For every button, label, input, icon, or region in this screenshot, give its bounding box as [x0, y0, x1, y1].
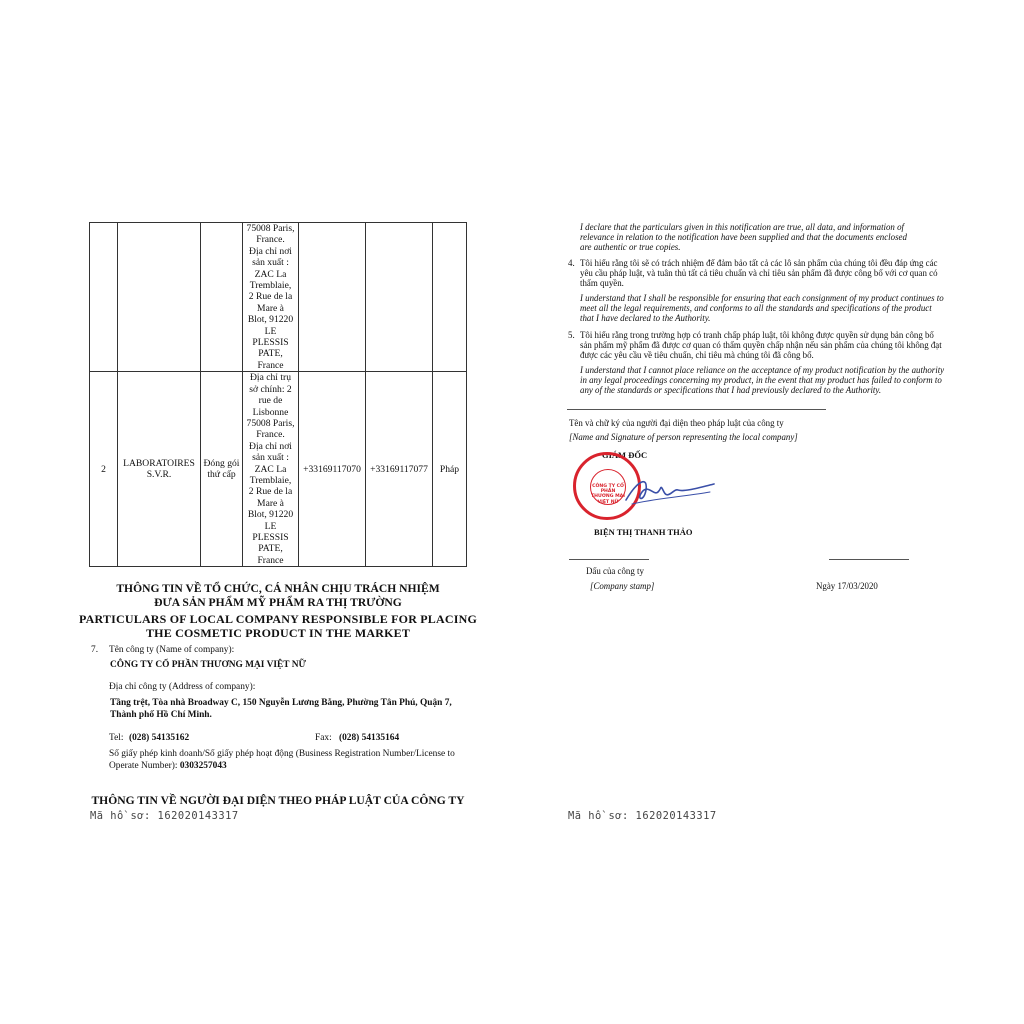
section-heading-en-1: PARTICULARS OF LOCAL COMPANY RESPONSIBLE FOR PLACING — [78, 612, 477, 626]
role-cell: Đóng gói thứ cấp — [201, 372, 243, 567]
address-line: LE — [264, 520, 277, 532]
table-cell — [90, 223, 118, 372]
item-5-number: 5. — [568, 330, 575, 340]
address-line: PATE, — [258, 543, 283, 555]
company-label: Tên công ty (Name of company): — [109, 645, 235, 655]
fax-cell: +33169117077 — [366, 372, 433, 567]
address-line: 75008 Paris, — [246, 223, 295, 234]
address-line: PLESSIS — [252, 532, 289, 544]
stamp-text: CÔNG TY CỔ PHẦN THƯƠNG MẠI VIỆT NỮ — [591, 484, 625, 505]
address-line: 2 Rue de la — [248, 486, 293, 498]
director-name: BIỆN THỊ THANH THẢO — [594, 527, 693, 537]
representative-heading: THÔNG TIN VỀ NGƯỜI ĐẠI DIỆN THEO PHÁP LUẬT CỦA CÔNG TY — [91, 794, 465, 807]
country-cell: Pháp — [433, 372, 467, 567]
signature-mark — [618, 470, 718, 510]
item-5-en-2: in any legal proceedings concerning my product, in the event that my product has failed to conform to — [580, 375, 942, 385]
table-cell — [299, 223, 366, 372]
license-number: 0303257043 — [179, 761, 227, 771]
date-line — [829, 559, 909, 560]
address-cell — [243, 223, 299, 372]
section-heading-vi-2: ĐƯA SẢN PHẨM MỸ PHẨM RA THỊ TRƯỜNG — [154, 596, 402, 609]
license-label: Operate Number): — [109, 761, 178, 771]
declare-en-3: are authentic or true copies. — [580, 242, 681, 252]
address-line: LE — [264, 325, 277, 337]
company-cell: LABORATOIRES S.V.R. — [118, 372, 201, 567]
address-line: France — [257, 554, 284, 566]
stamp-label-vi: Dấu của công ty — [586, 566, 644, 576]
address-line-2: Thành phố Hồ Chí Minh. — [110, 710, 212, 720]
item-5-en-1: I understand that I cannot place reliance on the acceptance of my product notification by the authority — [580, 365, 945, 375]
company-name: CÔNG TY CỔ PHẦN THƯƠNG MẠI VIỆT NỮ — [110, 660, 306, 670]
table-cell — [201, 223, 243, 372]
address-line: Blot, 91220 — [247, 509, 294, 521]
item-5-en-3: any of the standards or specifications that I had previously declared to the Authority. — [580, 385, 882, 395]
signature-label-vi: Tên và chữ ký của người đại diện theo pháp luật của công ty — [569, 418, 784, 428]
stamp-label-en: [Company stamp] — [590, 581, 655, 591]
fax-value: (028) 54135164 — [339, 733, 400, 743]
phone-cell: +33169117070 — [299, 372, 366, 567]
address-line: Tremblaie, — [249, 474, 292, 486]
address-line: Địa chỉ trụ — [249, 372, 292, 384]
section-heading-en-2: THE COSMETIC PRODUCT IN THE MARKET — [145, 626, 411, 640]
address-line: rue de — [258, 395, 283, 407]
address-line: Lisbonne — [252, 406, 289, 418]
address-line: Mare à — [257, 497, 284, 509]
address-line: 75008 Paris, — [246, 417, 295, 429]
address-line: sản xuất : — [252, 452, 289, 464]
address-line: France. — [256, 234, 285, 246]
declare-en-1: I declare that the particulars given in this notification are true, all data, and information of — [580, 222, 904, 232]
address-line: sản xuất : — [252, 257, 289, 269]
address-line: France. — [256, 429, 285, 441]
file-code-left: Mã hồ sơ: 162020143317 — [90, 810, 239, 822]
address-cell — [243, 372, 299, 567]
address-line: Mare à — [257, 302, 284, 314]
signature-date: Ngày 17/03/2020 — [816, 581, 878, 591]
address-line: Địa chỉ nơi — [249, 440, 292, 452]
item-4-number: 4. — [568, 258, 575, 268]
table-cell — [366, 223, 433, 372]
row-number: 2 — [90, 372, 118, 567]
file-code-right: Mã hồ sơ: 162020143317 — [568, 810, 717, 822]
item-5-vi-2: sản phẩm mỹ phẩm đã được cơ quan có thẩm quyền chấp nhận nếu sản phẩm của chúng tôi không đạt — [580, 340, 942, 350]
address-line: PLESSIS — [252, 337, 289, 349]
address-line: France — [257, 359, 284, 371]
signature-divider — [567, 409, 826, 410]
table-row — [90, 223, 467, 372]
tel-value: (028) 54135162 — [129, 733, 190, 743]
address-line: PATE, — [258, 348, 283, 360]
tel-label: Tel: — [109, 733, 124, 743]
item-5-vi-1: Tôi hiểu rằng trong trường hợp có tranh chấp pháp luật, tôi không được quyền sử dụng bản công bố — [580, 330, 934, 340]
item-4-vi-3: thẩm quyền. — [580, 278, 624, 288]
table-row — [90, 372, 467, 567]
item-4-en-2: meet all the legal requirements, and conforms to all the standards and specifications of the product — [580, 303, 932, 313]
address-line: ZAC La — [254, 268, 287, 280]
declare-en-2: relevance in relation to the notification have been supplied and that the documents enclosed — [580, 232, 907, 242]
address-label: Địa chỉ công ty (Address of company): — [109, 682, 256, 692]
item-4-vi-1: Tôi hiểu rằng tôi sẽ có trách nhiệm để đảm bảo tất cả các lô sản phẩm của chúng tôi đều đáp ứng các — [580, 258, 938, 268]
address-line: Blot, 91220 — [247, 314, 294, 326]
stamp-line — [569, 559, 649, 560]
item-5-vi-3: được các yêu cầu về tiêu chuẩn, chỉ tiêu mà chúng tôi đã công bố. — [580, 350, 814, 360]
table-cell — [118, 223, 201, 372]
signature-label-en: [Name and Signature of person representing the local company] — [569, 432, 798, 442]
address-line: ZAC La — [254, 463, 287, 475]
license-line-2 — [109, 760, 227, 773]
address-line: 2 Rue de la — [248, 291, 293, 303]
item-4-vi-2: yêu cầu pháp luật, và tuân thủ tất cả tiêu chuẩn và chỉ tiêu sản phẩm đã được công bố với cơ quan có — [580, 268, 938, 278]
fax-label: Fax: — [315, 733, 332, 743]
director-title: GIÁM ĐỐC — [602, 450, 648, 460]
item-4-en-3: that I have declared to the Authority. — [580, 313, 711, 323]
address-line: sở chính: 2 — [249, 383, 292, 395]
license-line-1: Số giấy phép kinh doanh/Số giấy phép hoạt động (Business Registration Number/License to — [109, 749, 455, 759]
address-line-1: Tầng trệt, Tòa nhà Broadway C, 150 Nguyễn Lương Bằng, Phường Tân Phú, Quận 7, — [110, 698, 452, 708]
address-line: Địa chỉ nơi — [249, 245, 292, 257]
manufacturer-table — [89, 222, 467, 567]
address-line: Tremblaie, — [249, 280, 292, 292]
table-cell — [433, 223, 467, 372]
section-heading-vi-1: THÔNG TIN VỀ TỔ CHỨC, CÁ NHÂN CHỊU TRÁCH NHIỆM — [116, 582, 440, 595]
item-4-en-1: I understand that I shall be responsible for ensuring that each consignment of my product continues to — [580, 293, 944, 303]
item-number: 7. — [91, 645, 99, 655]
